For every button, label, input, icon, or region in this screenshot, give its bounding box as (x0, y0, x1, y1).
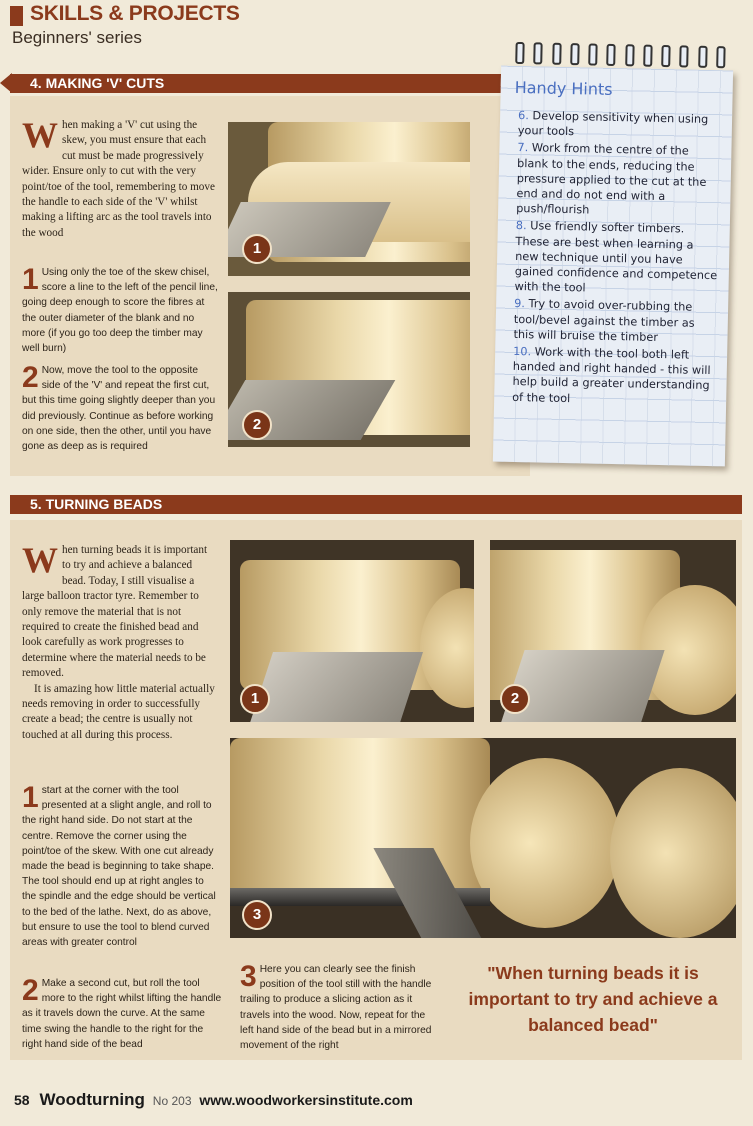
section-4-step-1 (22, 265, 218, 356)
section-5-step-2 (22, 976, 222, 1052)
step-number: 3 (240, 960, 257, 993)
step-text: Now, move the tool to the opposite side of the 'V' and repeat the first cut, but this time going slightly deeper than you did previously. Continue as before working on one side, then the other, until you have gone as deep as is required (22, 365, 216, 453)
section-4-step-2 (22, 363, 218, 454)
section-5-intro-text-2: It is amazing how little material actually needs removing in order to successfully create a bead; the centre is usually not touched at all during this process. (22, 682, 215, 741)
hint-item: 8. Use friendly softer timbers. These are best when learning a new technique until you have gained confidence and competence with the tool (514, 219, 718, 295)
photo-label-badge: 2 (242, 410, 272, 440)
notepad-spiral (515, 42, 725, 68)
magazine-name: Woodturning (39, 1090, 145, 1109)
section-4-heading: 4. MAKING 'V' CUTS (10, 74, 502, 93)
photo-label-badge: 1 (242, 234, 272, 264)
section-5-intro-text: hen turning beads it is important to try and achieve a balanced bead. Today, I still visualise a large balloon tractor tyre. Remember to only remove the material that is not required to create the finished bead and look carefully as work progresses to determine where the material needs to be removed. (22, 544, 208, 680)
footer (14, 1090, 413, 1110)
hint-item: 7. Work from the centre of the blank to the ends, reducing the pressure applied to the cut at the end and do not end with a push/flourish (516, 141, 707, 217)
section-5-photo-3 (230, 738, 736, 938)
pull-quote: "When turning beads it is important to try and achieve a balanced bead" (468, 963, 718, 1035)
page-number: 58 (14, 1092, 30, 1108)
section-5-heading: 5. TURNING BEADS (10, 495, 742, 514)
step-text: Using only the toe of the skew chisel, score a line to the left of the pencil line, going deep enough to score the fibres at the outer diameter of the blank and no more (if you go too deep the timber may well burn) (22, 267, 218, 355)
section-5-intro (22, 540, 218, 743)
hint-item: 10. Work with the tool both left handed and right handed - this will help build a greater understanding of the tool (512, 344, 711, 405)
handy-hints-title: Handy Hints (514, 77, 613, 99)
hint-item: 9. Try to avoid over-rubbing the tool/bevel against the timber as this will bruise the timber (513, 297, 695, 344)
section-header-title: SKILLS & PROJECTS (30, 2, 240, 25)
photo-label-badge: 3 (242, 900, 272, 930)
section-5-step-1 (22, 783, 218, 950)
issue-number: No 203 (152, 1094, 192, 1108)
website-link[interactable]: www.woodworkersinstitute.com (199, 1092, 413, 1108)
section-4-intro-text: hen making a 'V' cut using the skew, you must ensure that each cut must be made progressively wider. Ensure only to cut with the very point/toe of the tool, remembering to move the handle to each side of the 'V' whilst making a lifting arc as the tool travels into the wood (22, 119, 215, 239)
section-header-subtitle: Beginners' series (12, 28, 142, 47)
dropcap: W (22, 540, 58, 580)
section-5-step-3 (240, 962, 435, 1053)
hint-item: 6. Develop sensitivity when using your tools (517, 108, 709, 139)
handy-hints-notepad (493, 66, 733, 467)
section-4-photo-1 (228, 122, 470, 276)
step-text: Make a second cut, but roll the tool more to the right whilst lifting the handle as it travels down the curve. At the same time swing the handle to the right for the right hand side of the bead (22, 978, 222, 1050)
step-text: start at the corner with the tool presented at a slight angle, and roll to the right hand side. Do not start at the centre. Remove the corner using the point/toe of the skew. With one cut already made the bead is beginning to take shape. The tool should end up at right angles to the spindle and the edge should be vertical to the bed of the lathe. Next, do as above, but ensure to use the tool to blend curved areas with greater control (22, 785, 216, 949)
photo-label-badge: 2 (500, 684, 530, 714)
header-accent-bar (10, 6, 23, 26)
dropcap: W (22, 115, 58, 155)
section-5-photo-1 (230, 540, 474, 722)
section-5-photo-2 (490, 540, 736, 722)
section-4-photo-2 (228, 292, 470, 447)
step-text: Here you can clearly see the finish position of the tool still with the handle trailing to produce a slicing action as it travels into the wood. Now, repeat for the left hand side of the bead but in a mirrored movement of the right (240, 964, 432, 1052)
hint-list (512, 108, 722, 409)
step-number: 2 (22, 361, 39, 394)
section-4-intro (22, 115, 218, 241)
step-number: 2 (22, 974, 39, 1007)
photo-label-badge: 1 (240, 684, 270, 714)
step-number: 1 (22, 263, 39, 296)
step-number: 1 (22, 781, 39, 814)
